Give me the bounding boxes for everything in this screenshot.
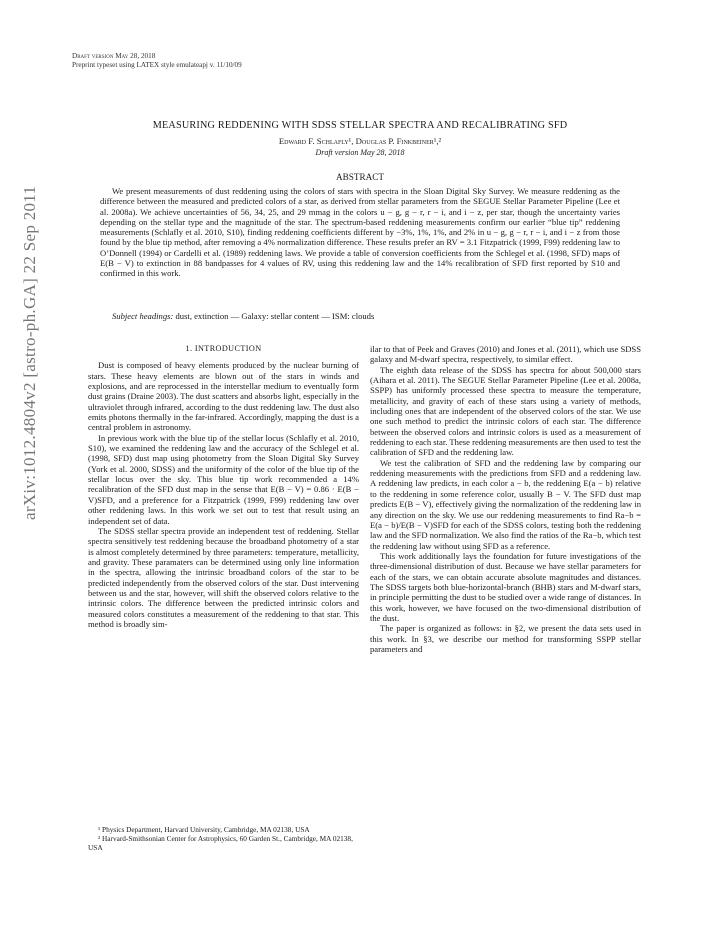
body-paragraph: In previous work with the blue tip of the stellar locus (Schlafly et al. 2010, S10), we examined the reddening law and the accuracy of the Schlegel et al. (1998, SFD) dust map using photometry from the Sloan Digital Sky Survey (York et al. 2000, SDSS) and the uniformity of the color of the blue tip of the stellar locus over the sky. This blue tip work recommended a 14% recalibration of the SFD dust map in the sense that E(B − V) = 0.86 · E(B − V)SFD, and a preference for a Fitzpatrick (1999, F99) reddening law over other reddening laws. In this work we set out to test that result using an independent set of data.: [88, 432, 359, 526]
abstract-text: We present measurements of dust reddening using the colors of stars with spectra in the Sloan Digital Sky Survey. We measure reddening as the difference between the measured and predicted colors of a star, as derived from stellar parameters from the SEGUE Stellar Parameter Pipeline (Lee et al. 2008a). We achieve uncertainties of 56, 34, 25, and 29 mmag in the colors u − g, g − r, r − i, and i − z, per star, though the uncertainty varies depending on the stellar type and the magnitude of the star. The spectrum-based reddening measurements confirm our earlier “blue tip” reddening measurements (Schlafly et al. 2010, S10), finding reddening coefficients different by −3%, 1%, 1%, and 2% in u − g, g − r, r − i, and i − z from those found by the blue tip method, after removing a 4% normalization difference. These results prefer an RV = 3.1 Fitzpatrick (1999, F99) reddening law to O’Donnell (1994) or Cardelli et al. (1989) reddening laws. We provide a table of conversion coefficients from the Schlegel et al. (1998, SFD) maps of E(B − V) to extinction in 88 bandpasses for 4 values of RV, using this reddening law and the 14% recalibration of SFD first reported by S10 and confirmed in this work.: [100, 186, 620, 279]
preprint-header: [72, 52, 242, 70]
footnote: ¹ Physics Department, Harvard University, Cambridge, MA 02138, USA: [98, 825, 310, 834]
body-paragraph: The paper is organized as follows: in §2, we present the data sets used in this work. In §3, we describe our method for transforming SSPP stellar parameters and: [370, 623, 641, 654]
title-block: [72, 120, 648, 157]
right-column: [370, 344, 641, 654]
author-list: Edward F. Schlafly¹, Douglas P. Finkbeiner¹,²: [278, 136, 442, 146]
subject-headings-label: Subject headings:: [112, 311, 174, 321]
paper-title: MEASURING REDDENING WITH SDSS STELLAR SPECTRA AND RECALIBRATING SFD: [152, 120, 568, 131]
body-paragraph: The eighth data release of the SDSS has spectra for about 500,000 stars (Aihara et al. 2011). The SEGUE Stellar Parameter Pipeline (Lee et al. 2008a, SSPP) has uniformly processed these spectra to measure the temperature, metallicity, and gravity of each of these stars using a variety of methods, including ones that are independent of the observed colors of the star. We use one such method to predict the intrinsic colors of each star. The difference between the observed colors and intrinsic colors is used as a measurement of reddening to each star. These reddening measurements are then used to test the calibration of SFD and the reddening law.: [370, 364, 641, 458]
draft-date: Draft version May 28, 2018: [315, 148, 405, 157]
footnote: ² Harvard-Smithsonian Center for Astrophysics, 60 Garden St., Cambridge, MA 02138, USA: [88, 834, 353, 852]
body-paragraph: We test the calibration of SFD and the reddening law by comparing our reddening measurements with the predictions from SFD and a reddening law. A reddening law predicts, in each color a − b, the reddening E(a − b) relative to the reddening in some reference color, usually B − V. The SFD dust map predicts E(B − V), effectively giving the normalization of the reddening law in any direction on the sky. We use our reddening measurements to find Ra−b = E(a − b)/E(B − V)SFD for each of the SDSS colors, testing both the reddening law and the SFD normalization. We also find the ratios of the Ra−b, which test the reddening law without using SFD as a reference.: [370, 457, 641, 551]
abstract-heading: ABSTRACT: [336, 172, 384, 182]
arxiv-side-stamp: arXiv:1012.4804v2 [astro-ph.GA] 22 Sep 2011: [20, 185, 39, 520]
draft-version-line: Draft version May 28, 2018: [72, 52, 156, 60]
subject-headings-text: dust, extinction — Galaxy: stellar content — ISM: clouds: [173, 311, 375, 321]
body-paragraph: Dust is composed of heavy elements produced by the nuclear burning of stars. These heavy elements are blown out of the stars in winds and explosions, and are reprocessed in the interstellar medium to eventually form dust grains (Draine 2003). The dust scatters and absorbs light, especially in the ultraviolet through infrared, according to the dust reddening law. The dust also emits photons thermally in the far-infrared. Accordingly, mapping the dust is a central problem in astronomy.: [88, 360, 359, 433]
body-paragraph: ilar to that of Peek and Graves (2010) and Jones et al. (2011), which use SDSS galaxy and M-dwarf spectra, respectively, to similar effect.: [370, 344, 641, 365]
body-paragraph: This work additionally lays the foundation for future investigations of the three-dimensional distribution of dust. Because we have stellar parameters for each of the stars, we can obtain accurate absolute magnitudes and distances. The SDSS targets both blue-horizontal-branch (BHB) stars and M-dwarf stars, in principle permitting the dust to be studied over a wide range of distances. In this work, however, we have focused on the two-dimensional distribution of the dust.: [370, 550, 641, 623]
body-paragraph: The SDSS stellar spectra provide an independent test of reddening. Stellar spectra sensitively test reddening because the broadband photometry of a star is almost completely determined by three parameters: temperature, metallicity, and gravity. These paramaters can be determined using only line information in the spectra, allowing the intrinsic broadband colors of the star to be predicted independently from the observed colors of the star. Dust intervening between us and the star, however, will shift the observed colors relative to the intrinsic colors. The difference between the predicted intrinsic colors and measured colors constitutes a measurement of the reddening to that star. This method is broadly sim-: [88, 525, 359, 629]
footnotes: [88, 825, 359, 852]
section-heading-introduction: 1. INTRODUCTION: [185, 344, 262, 353]
subject-headings: [112, 311, 620, 321]
preprint-typeset-line: Preprint typeset using LATEX style emulateapj v. 11/10/09: [72, 61, 242, 69]
left-column: [88, 344, 359, 629]
